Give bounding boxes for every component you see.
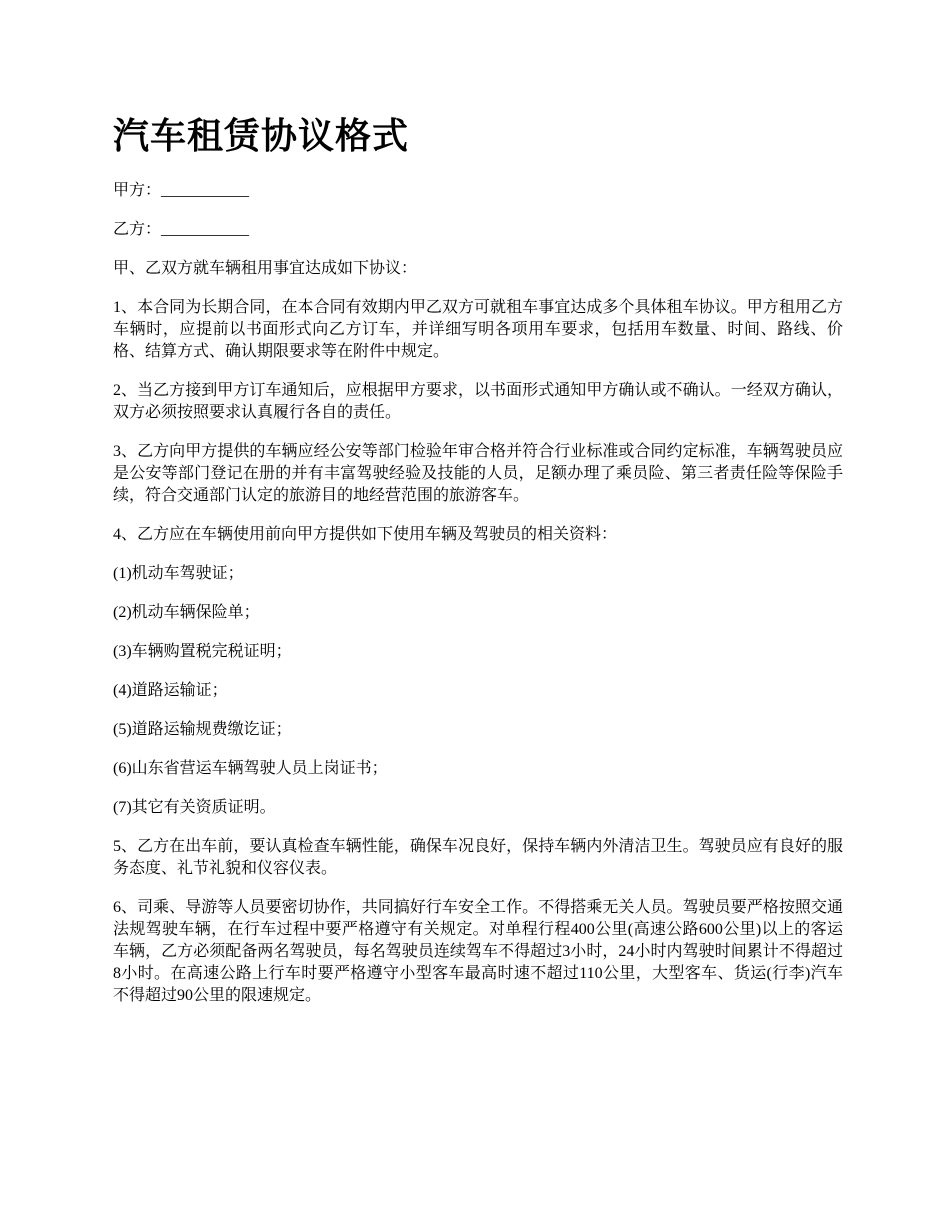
document-item-3: (3)车辆购置税完税证明；	[113, 643, 292, 660]
document-item-4: (4)道路运输证；	[113, 682, 228, 699]
clause-3: 3、乙方向甲方提供的车辆应经公安等部门检验年审合格并符合行业标准或合同约定标准，车辆驾驶员应是公安等部门登记在册的并有丰富驾驶经验及技能的人员，足额办理了乘员险、第三者责任险等保险手续，符合交通部门认定的旅游目的地经营范围的旅游客车。	[113, 443, 843, 504]
party-a-line: 甲方：___________	[113, 182, 250, 199]
document-item-7: (7)其它有关资质证明。	[113, 799, 276, 816]
clause-1: 1、本合同为长期合同，在本合同有效期内甲乙双方可就租车事宜达成多个具体租车协议。甲方租用乙方车辆时，应提前以书面形式向乙方订车，并详细写明各项用车要求，包括用车数量、时间、路线、价格、结算方式、确认期限要求等在附件中规定。	[113, 299, 843, 360]
party-b-line: 乙方：___________	[113, 221, 250, 238]
document-title: 汽车租赁协议格式	[113, 116, 410, 156]
document-item-2: (2)机动车辆保险单；	[113, 604, 260, 621]
document-item-5: (5)道路运输规费缴讫证；	[113, 721, 292, 738]
clause-4: 4、乙方应在车辆使用前向甲方提供如下使用车辆及驾驶员的相关资料：	[113, 526, 618, 543]
clause-5: 5、乙方在出车前，要认真检查车辆性能，确保车况良好，保持车辆内外清洁卫生。驾驶员应有良好的服务态度、礼节礼貌和仪容仪表。	[113, 838, 843, 877]
agreement-intro: 甲、乙双方就车辆租用事宜达成如下协议：	[113, 260, 418, 277]
document-item-6: (6)山东省营运车辆驾驶人员上岗证书；	[113, 760, 388, 777]
document-item-1: (1)机动车驾驶证；	[113, 565, 244, 582]
clause-2: 2、当乙方接到甲方订车通知后，应根据甲方要求，以书面形式通知甲方确认或不确认。一经双方确认，双方必须按照要求认真履行各自的责任。	[113, 382, 843, 421]
clause-6: 6、司乘、导游等人员要密切协作，共同搞好行车安全工作。不得搭乘无关人员。驾驶员要严格按照交通法规驾驶车辆，在行车过程中要严格遵守有关规定。对单程行程400公里(高速公路600公里)以上的客运车辆，乙方必须配备两名驾驶员，每名驾驶员连续驾车不得超过3小时，24小时内驾驶时间累计不得超过8小时。在高速公路上行车时要严格遵守小型客车最高时速不超过110公里，大型客车、货运(行李)汽车不得超过90公里的限速规定。	[113, 899, 843, 1004]
document-page	[113, 112, 843, 1024]
